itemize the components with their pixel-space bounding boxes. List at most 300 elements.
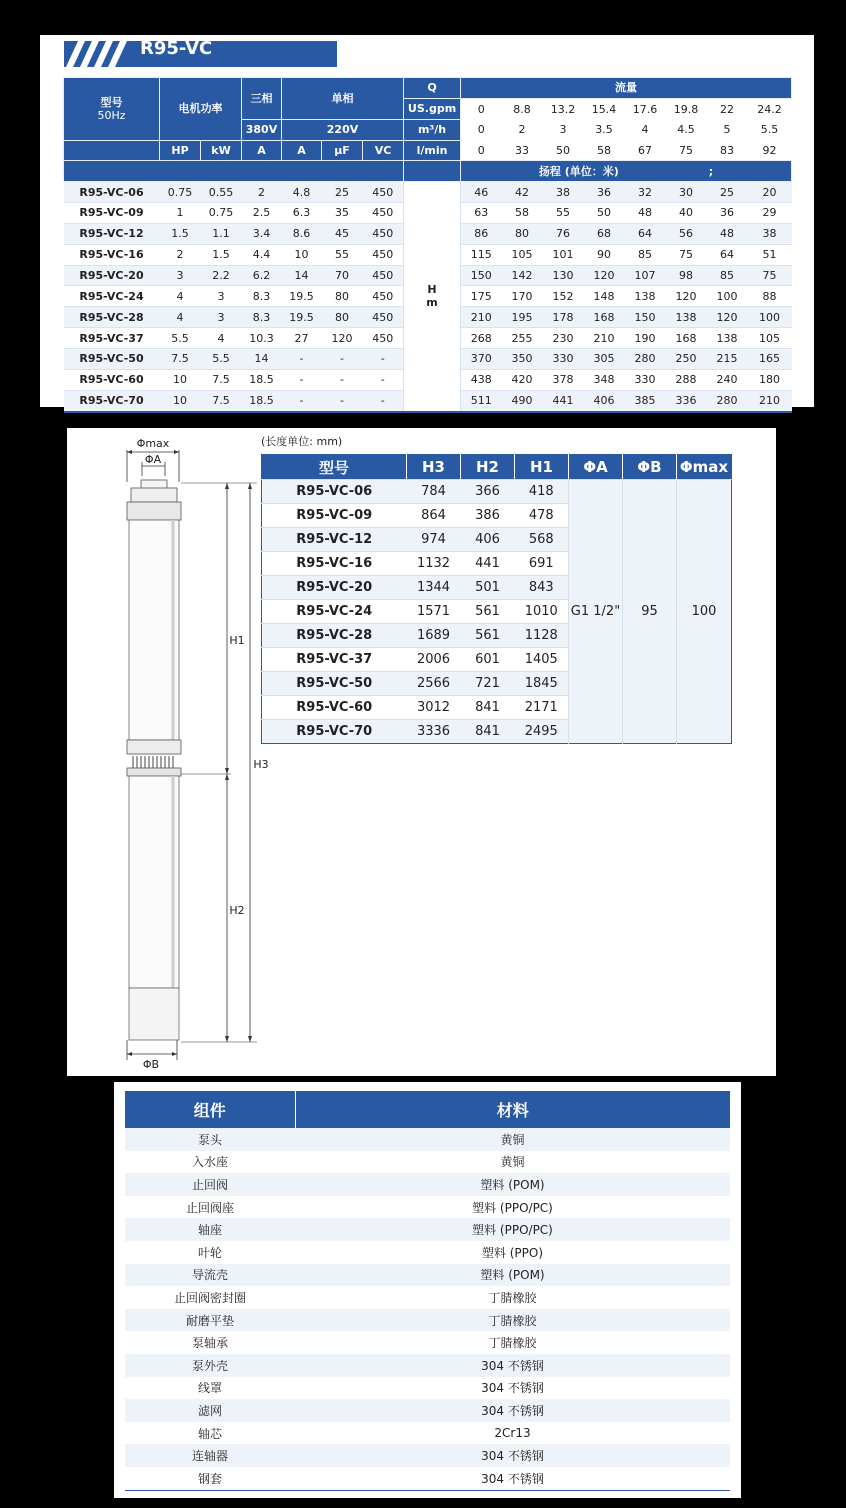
head-value-cell: 215 bbox=[707, 348, 748, 369]
a1-header: A bbox=[282, 140, 322, 161]
a1-cell: 19.5 bbox=[282, 286, 322, 307]
table-row bbox=[262, 480, 732, 504]
uf-cell: - bbox=[322, 348, 363, 369]
dim-header: H1 bbox=[515, 455, 569, 480]
phi-max-label: Φmax bbox=[136, 437, 170, 450]
a3-cell: 2 bbox=[242, 182, 282, 203]
model-cell: R95-VC-24 bbox=[262, 600, 407, 624]
head-value-cell: 490 bbox=[502, 390, 543, 411]
head-value-cell: 305 bbox=[584, 348, 625, 369]
h3-cell: 864 bbox=[407, 504, 461, 528]
head-value-cell: 88 bbox=[748, 286, 792, 307]
table-row bbox=[125, 1331, 730, 1354]
vc-cell: 450 bbox=[363, 307, 404, 328]
head-value-cell: 195 bbox=[502, 307, 543, 328]
m3h-cell: 5 bbox=[723, 123, 731, 137]
h2-cell: 501 bbox=[461, 576, 515, 600]
dim-header: 型号 bbox=[262, 455, 407, 480]
part-cell: 泵外壳 bbox=[125, 1354, 295, 1377]
table-row bbox=[125, 1241, 730, 1264]
a3-cell: 6.2 bbox=[242, 265, 282, 286]
unit-m3h: m³/h bbox=[404, 119, 461, 140]
part-cell: 轴座 bbox=[125, 1218, 295, 1241]
uf-cell: 80 bbox=[322, 286, 363, 307]
vc-cell: 450 bbox=[363, 265, 404, 286]
head-value-cell: 280 bbox=[707, 390, 748, 411]
head-label bbox=[461, 161, 792, 182]
part-cell: 止回阀 bbox=[125, 1173, 295, 1196]
material-cell: 塑料 (PPO/PC) bbox=[295, 1218, 730, 1241]
head-value-cell: 255 bbox=[502, 328, 543, 349]
vc-cell: 450 bbox=[363, 182, 404, 203]
h1-cell: 843 bbox=[515, 576, 569, 600]
head-value-cell: 190 bbox=[625, 328, 666, 349]
head-value-cell: 420 bbox=[502, 369, 543, 390]
kw-cell: 5.5 bbox=[201, 348, 242, 369]
part-cell: 泵头 bbox=[125, 1128, 295, 1151]
h2-cell: 841 bbox=[461, 720, 515, 744]
head-value-cell: 150 bbox=[625, 307, 666, 328]
h3-cell: 1689 bbox=[407, 624, 461, 648]
h3-cell: 1132 bbox=[407, 552, 461, 576]
v220-header: 220V bbox=[282, 119, 404, 140]
flow-header: 流量 bbox=[461, 78, 792, 99]
h3-cell: 3336 bbox=[407, 720, 461, 744]
head-value-cell: 38 bbox=[543, 182, 584, 203]
lmin-cell: 58 bbox=[597, 143, 612, 157]
kw-cell: 7.5 bbox=[201, 369, 242, 390]
table-row bbox=[125, 1399, 730, 1422]
a3-cell: 8.3 bbox=[242, 307, 282, 328]
col-model-header bbox=[64, 78, 160, 141]
vc-cell: - bbox=[363, 348, 404, 369]
material-cell: 304 不锈钢 bbox=[295, 1354, 730, 1377]
head-value-cell: 210 bbox=[461, 307, 502, 328]
table-row bbox=[125, 1377, 730, 1400]
h2-cell: 601 bbox=[461, 648, 515, 672]
head-value-cell: 86 bbox=[461, 223, 502, 244]
h2-cell: 841 bbox=[461, 696, 515, 720]
model-cell: R95-VC-20 bbox=[262, 576, 407, 600]
head-value-cell: 288 bbox=[666, 369, 707, 390]
hp-cell: 3 bbox=[160, 265, 201, 286]
material-cell: 304 不锈钢 bbox=[295, 1399, 730, 1422]
head-value-cell: 250 bbox=[666, 348, 707, 369]
model-cell: R95-VC-12 bbox=[64, 223, 160, 244]
dimensions-panel bbox=[67, 428, 776, 1076]
table-row bbox=[125, 1286, 730, 1309]
vc-cell: 450 bbox=[363, 328, 404, 349]
model-cell: R95-VC-09 bbox=[262, 504, 407, 528]
head-value-cell: 210 bbox=[584, 328, 625, 349]
lmin-cell: 0 bbox=[477, 143, 485, 157]
kw-cell: 3 bbox=[201, 286, 242, 307]
dim-header: Φmax bbox=[677, 455, 732, 480]
head-value-cell: 336 bbox=[666, 390, 707, 411]
head-value-cell: 29 bbox=[748, 203, 792, 224]
head-value-cell: 36 bbox=[707, 203, 748, 224]
head-row-spacer bbox=[64, 161, 404, 182]
model-cell: R95-VC-37 bbox=[64, 328, 160, 349]
head-value-cell: 107 bbox=[625, 265, 666, 286]
part-cell: 止回阀密封圈 bbox=[173, 1290, 246, 1305]
hp-cell: 10 bbox=[160, 369, 201, 390]
lmin-cell: 83 bbox=[720, 143, 735, 157]
h1-cell: 1845 bbox=[515, 672, 569, 696]
material-cell: 丁腈橡胶 bbox=[488, 1290, 537, 1305]
a1-cell: 10 bbox=[282, 244, 322, 265]
head-value-cell: 75 bbox=[748, 265, 792, 286]
pump-drawing bbox=[107, 428, 269, 1076]
page-title: R95-VC bbox=[140, 38, 213, 59]
gpm-cell: 15.4 bbox=[591, 102, 617, 116]
a3-cell: 18.5 bbox=[242, 369, 282, 390]
head-value-cell: 56 bbox=[666, 223, 707, 244]
h3-cell: 974 bbox=[407, 528, 461, 552]
a3-cell: 4.4 bbox=[242, 244, 282, 265]
head-value-cell: 100 bbox=[707, 286, 748, 307]
h1-cell: 418 bbox=[515, 480, 569, 504]
head-value-cell: 25 bbox=[707, 182, 748, 203]
head-value-cell: 406 bbox=[584, 390, 625, 411]
table-row bbox=[125, 1309, 730, 1332]
h1-cell: 2171 bbox=[515, 696, 569, 720]
m-letter: m bbox=[426, 296, 438, 310]
head-value-cell: 370 bbox=[461, 348, 502, 369]
head-value-cell: 441 bbox=[543, 390, 584, 411]
head-row-q-spacer bbox=[404, 161, 461, 182]
head-value-cell: 80 bbox=[502, 223, 543, 244]
hp-cell: 2 bbox=[160, 244, 201, 265]
table-row bbox=[125, 1128, 730, 1151]
material-cell: 塑料 (POM) bbox=[295, 1173, 730, 1196]
vc-cell: 450 bbox=[363, 203, 404, 224]
m3h-cell: 3.5 bbox=[595, 123, 613, 137]
part-cell: 导流壳 bbox=[125, 1264, 295, 1287]
model-cell: R95-VC-70 bbox=[262, 720, 407, 744]
dimensions-table bbox=[261, 454, 732, 744]
part-cell: 耐磨平垫 bbox=[125, 1309, 295, 1332]
phi-b-label: ΦB bbox=[142, 1058, 160, 1071]
head-unit-cell bbox=[404, 182, 461, 412]
head-value-cell: 105 bbox=[748, 328, 792, 349]
part-cell: 泵轴承 bbox=[191, 1336, 228, 1351]
material-cell: 黄铜 bbox=[295, 1128, 730, 1151]
head-value-cell: 98 bbox=[666, 265, 707, 286]
kw-cell: 3 bbox=[201, 307, 242, 328]
head-value-cell: 85 bbox=[625, 244, 666, 265]
materials-panel bbox=[114, 1082, 741, 1498]
mat-header-part: 组件 bbox=[125, 1091, 295, 1128]
head-value-cell: 76 bbox=[543, 223, 584, 244]
model-cell: R95-VC-28 bbox=[64, 307, 160, 328]
table-row bbox=[125, 1444, 730, 1467]
kw-cell: 1.5 bbox=[201, 244, 242, 265]
head-value-cell: 120 bbox=[666, 286, 707, 307]
model-cell: R95-VC-70 bbox=[64, 390, 160, 411]
uf-cell: 45 bbox=[322, 223, 363, 244]
gpm-cell: 8.8 bbox=[513, 102, 531, 116]
material-cell: 塑料 (POM) bbox=[295, 1264, 730, 1287]
head-value-cell: 150 bbox=[461, 265, 502, 286]
gpm-cell: 13.2 bbox=[550, 102, 576, 116]
a3-cell: 10.3 bbox=[242, 328, 282, 349]
power-header: 电机功率 bbox=[160, 78, 242, 141]
vc-cell: - bbox=[363, 390, 404, 411]
model-cell: R95-VC-06 bbox=[262, 480, 407, 504]
h2-cell: 406 bbox=[461, 528, 515, 552]
h2-cell: 441 bbox=[461, 552, 515, 576]
kw-cell: 7.5 bbox=[201, 390, 242, 411]
kw-cell: 0.75 bbox=[201, 203, 242, 224]
model-cell: R95-VC-16 bbox=[262, 552, 407, 576]
lmin-cell: 75 bbox=[679, 143, 694, 157]
model-cell: R95-VC-16 bbox=[64, 244, 160, 265]
h2-cell: 721 bbox=[461, 672, 515, 696]
dim-header: ΦA bbox=[569, 455, 623, 480]
head-value-cell: 138 bbox=[707, 328, 748, 349]
head-value-cell: 48 bbox=[707, 223, 748, 244]
table-row bbox=[125, 1264, 730, 1287]
phi-a-label: ΦA bbox=[144, 453, 162, 466]
q-header: Q bbox=[404, 78, 461, 99]
material-cell: 丁腈橡胶 bbox=[295, 1309, 730, 1332]
table-row bbox=[125, 1467, 730, 1490]
table-row bbox=[125, 1196, 730, 1219]
model-cell: R95-VC-06 bbox=[64, 182, 160, 203]
h3-cell: 1344 bbox=[407, 576, 461, 600]
material-cell: 塑料 (PPO) bbox=[481, 1245, 544, 1260]
h1-cell: 691 bbox=[515, 552, 569, 576]
head-value-cell: 42 bbox=[502, 182, 543, 203]
head-value-cell: 120 bbox=[584, 265, 625, 286]
part-cell: 轴芯 bbox=[197, 1426, 222, 1441]
hp-cell: 4 bbox=[160, 307, 201, 328]
head-value-cell: 138 bbox=[666, 307, 707, 328]
table-row bbox=[125, 1354, 730, 1377]
lmin-cell: 92 bbox=[762, 143, 777, 157]
model-cell: R95-VC-50 bbox=[64, 348, 160, 369]
head-value-cell: 64 bbox=[625, 223, 666, 244]
h2-cell: 366 bbox=[461, 480, 515, 504]
head-value-cell: 30 bbox=[666, 182, 707, 203]
dim-header: H2 bbox=[461, 455, 515, 480]
model-cell: R95-VC-12 bbox=[262, 528, 407, 552]
h1-cell: 478 bbox=[515, 504, 569, 528]
m3h-cell: 4.5 bbox=[677, 123, 695, 137]
h1-label: H1 bbox=[229, 634, 245, 647]
head-value-cell: 75 bbox=[666, 244, 707, 265]
head-value-cell: 438 bbox=[461, 369, 502, 390]
dim-header: ΦB bbox=[623, 455, 677, 480]
uf-cell: - bbox=[322, 390, 363, 411]
model-cell: R95-VC-24 bbox=[64, 286, 160, 307]
material-cell: 2Cr13 bbox=[494, 1426, 531, 1441]
part-cell: 滤网 bbox=[125, 1399, 295, 1422]
model-cell: R95-VC-37 bbox=[262, 648, 407, 672]
model-cell: R95-VC-09 bbox=[64, 203, 160, 224]
lmin-cell: 67 bbox=[638, 143, 653, 157]
material-cell: 304 不锈钢 bbox=[481, 1471, 544, 1486]
vc-cell: 450 bbox=[363, 244, 404, 265]
m3h-cell: 4 bbox=[641, 123, 649, 137]
vc-cell: 450 bbox=[363, 223, 404, 244]
gpm-cell: 19.8 bbox=[673, 102, 699, 116]
head-value-cell: 64 bbox=[707, 244, 748, 265]
head-value-cell: 280 bbox=[625, 348, 666, 369]
head-value-cell: 85 bbox=[707, 265, 748, 286]
table-row bbox=[125, 1173, 730, 1196]
uf-cell: - bbox=[322, 369, 363, 390]
lmin-cell: 33 bbox=[515, 143, 530, 157]
material-cell: 304 不锈钢 bbox=[481, 1381, 544, 1396]
head-value-cell: 330 bbox=[625, 369, 666, 390]
part-cell: 连轴器 bbox=[125, 1444, 295, 1467]
table-row bbox=[125, 1218, 730, 1241]
unit-lmin: l/min bbox=[404, 140, 461, 161]
material-cell: 丁腈橡胶 bbox=[488, 1336, 537, 1351]
head-value-cell: 46 bbox=[461, 182, 502, 203]
h3-cell: 3012 bbox=[407, 696, 461, 720]
vc-header: VC bbox=[363, 140, 404, 161]
part-cell: 钢套 bbox=[197, 1471, 222, 1486]
head-value-cell: 63 bbox=[461, 203, 502, 224]
a3-cell: 3.4 bbox=[242, 223, 282, 244]
part-cell: 叶轮 bbox=[197, 1245, 222, 1260]
head-value-cell: 120 bbox=[707, 307, 748, 328]
head-value-cell: 180 bbox=[748, 369, 792, 390]
hp-cell: 1.5 bbox=[160, 223, 201, 244]
head-value-cell: 101 bbox=[543, 244, 584, 265]
head-value-cell: 348 bbox=[584, 369, 625, 390]
uf-cell: 35 bbox=[322, 203, 363, 224]
head-value-cell: 48 bbox=[625, 203, 666, 224]
head-value-cell: 20 bbox=[748, 182, 792, 203]
head-value-cell: 58 bbox=[502, 203, 543, 224]
head-value-cell: 230 bbox=[543, 328, 584, 349]
h3-cell: 2566 bbox=[407, 672, 461, 696]
head-value-cell: 148 bbox=[584, 286, 625, 307]
vc-cell: - bbox=[363, 369, 404, 390]
kw-header: kW bbox=[201, 140, 242, 161]
a1-cell: 14 bbox=[282, 265, 322, 286]
head-value-cell: 168 bbox=[584, 307, 625, 328]
stripes-decoration bbox=[66, 41, 136, 67]
three-phase-header: 三相 bbox=[242, 78, 282, 120]
h1-cell: 1128 bbox=[515, 624, 569, 648]
model-cell: R95-VC-60 bbox=[64, 369, 160, 390]
head-value-cell: 378 bbox=[543, 369, 584, 390]
hp-cell: 0.75 bbox=[160, 182, 201, 203]
head-value-cell: 36 bbox=[584, 182, 625, 203]
h2-cell: 561 bbox=[461, 600, 515, 624]
uf-header: μF bbox=[322, 140, 363, 161]
unit-gpm: US.gpm bbox=[404, 98, 461, 119]
model-cell: R95-VC-50 bbox=[262, 672, 407, 696]
head-value-cell: 210 bbox=[748, 390, 792, 411]
head-value-cell: 170 bbox=[502, 286, 543, 307]
head-value-cell: 240 bbox=[707, 369, 748, 390]
mat-header-material: 材料 bbox=[295, 1091, 730, 1128]
a3-cell: 8.3 bbox=[242, 286, 282, 307]
a1-cell: 6.3 bbox=[282, 203, 322, 224]
single-phase-header: 单相 bbox=[282, 78, 404, 120]
head-value-cell: 55 bbox=[543, 203, 584, 224]
model-cell: R95-VC-28 bbox=[262, 624, 407, 648]
a1-cell: - bbox=[282, 369, 322, 390]
head-value-cell: 178 bbox=[543, 307, 584, 328]
h3-cell: 2006 bbox=[407, 648, 461, 672]
head-value-cell: 105 bbox=[502, 244, 543, 265]
a1-cell: 19.5 bbox=[282, 307, 322, 328]
a1-cell: - bbox=[282, 390, 322, 411]
materials-table bbox=[125, 1091, 730, 1491]
h2-label: H2 bbox=[229, 904, 245, 917]
vc-cell: 450 bbox=[363, 286, 404, 307]
h2-cell: 561 bbox=[461, 624, 515, 648]
uf-cell: 55 bbox=[322, 244, 363, 265]
uf-cell: 80 bbox=[322, 307, 363, 328]
kw-cell: 2.2 bbox=[201, 265, 242, 286]
head-value-cell: 142 bbox=[502, 265, 543, 286]
part-cell: 入水座 bbox=[191, 1155, 228, 1170]
kw-cell: 4 bbox=[201, 328, 242, 349]
head-value-cell: 175 bbox=[461, 286, 502, 307]
material-cell: 塑料 (PPO/PC) bbox=[472, 1200, 553, 1215]
uf-cell: 70 bbox=[322, 265, 363, 286]
table-row bbox=[125, 1151, 730, 1174]
head-value-cell: 40 bbox=[666, 203, 707, 224]
head-value-cell: 90 bbox=[584, 244, 625, 265]
head-value-cell: 51 bbox=[748, 244, 792, 265]
model-cell: R95-VC-20 bbox=[64, 265, 160, 286]
head-value-cell: 511 bbox=[461, 390, 502, 411]
a1-cell: 4.8 bbox=[282, 182, 322, 203]
a3-cell: 14 bbox=[242, 348, 282, 369]
table-row bbox=[64, 182, 792, 203]
a3-cell: 18.5 bbox=[242, 390, 282, 411]
head-value-cell: 68 bbox=[584, 223, 625, 244]
phi-a-value: G1 1/2" bbox=[569, 480, 623, 744]
v380-header: 380V bbox=[242, 119, 282, 140]
hp-cell: 1 bbox=[160, 203, 201, 224]
head-value-cell: 138 bbox=[625, 286, 666, 307]
h1-cell: 1405 bbox=[515, 648, 569, 672]
hp-cell: 10 bbox=[160, 390, 201, 411]
unit-note: (长度单位: mm) bbox=[261, 435, 343, 448]
h-letter: H bbox=[427, 283, 437, 297]
head-value-cell: 50 bbox=[584, 203, 625, 224]
model-label: 型号 bbox=[100, 95, 123, 109]
gpm-cell: 22 bbox=[720, 102, 735, 116]
h1-cell: 1010 bbox=[515, 600, 569, 624]
h3-cell: 1571 bbox=[407, 600, 461, 624]
head-value-cell: 268 bbox=[461, 328, 502, 349]
material-cell: 黄铜 bbox=[500, 1155, 525, 1170]
gpm-cell: 24.2 bbox=[757, 102, 782, 116]
head-value-cell: 168 bbox=[666, 328, 707, 349]
phi-max-value: 100 bbox=[677, 480, 732, 744]
freq-label: 50Hz bbox=[97, 108, 126, 122]
head-value-cell: 152 bbox=[543, 286, 584, 307]
kw-cell: 0.55 bbox=[201, 182, 242, 203]
gpm-cell: 0 bbox=[477, 102, 485, 116]
hp-cell: 4 bbox=[160, 286, 201, 307]
head-value-cell: 330 bbox=[543, 348, 584, 369]
a1-cell: 8.6 bbox=[282, 223, 322, 244]
lmin-cell: 50 bbox=[556, 143, 571, 157]
kw-cell: 1.1 bbox=[201, 223, 242, 244]
